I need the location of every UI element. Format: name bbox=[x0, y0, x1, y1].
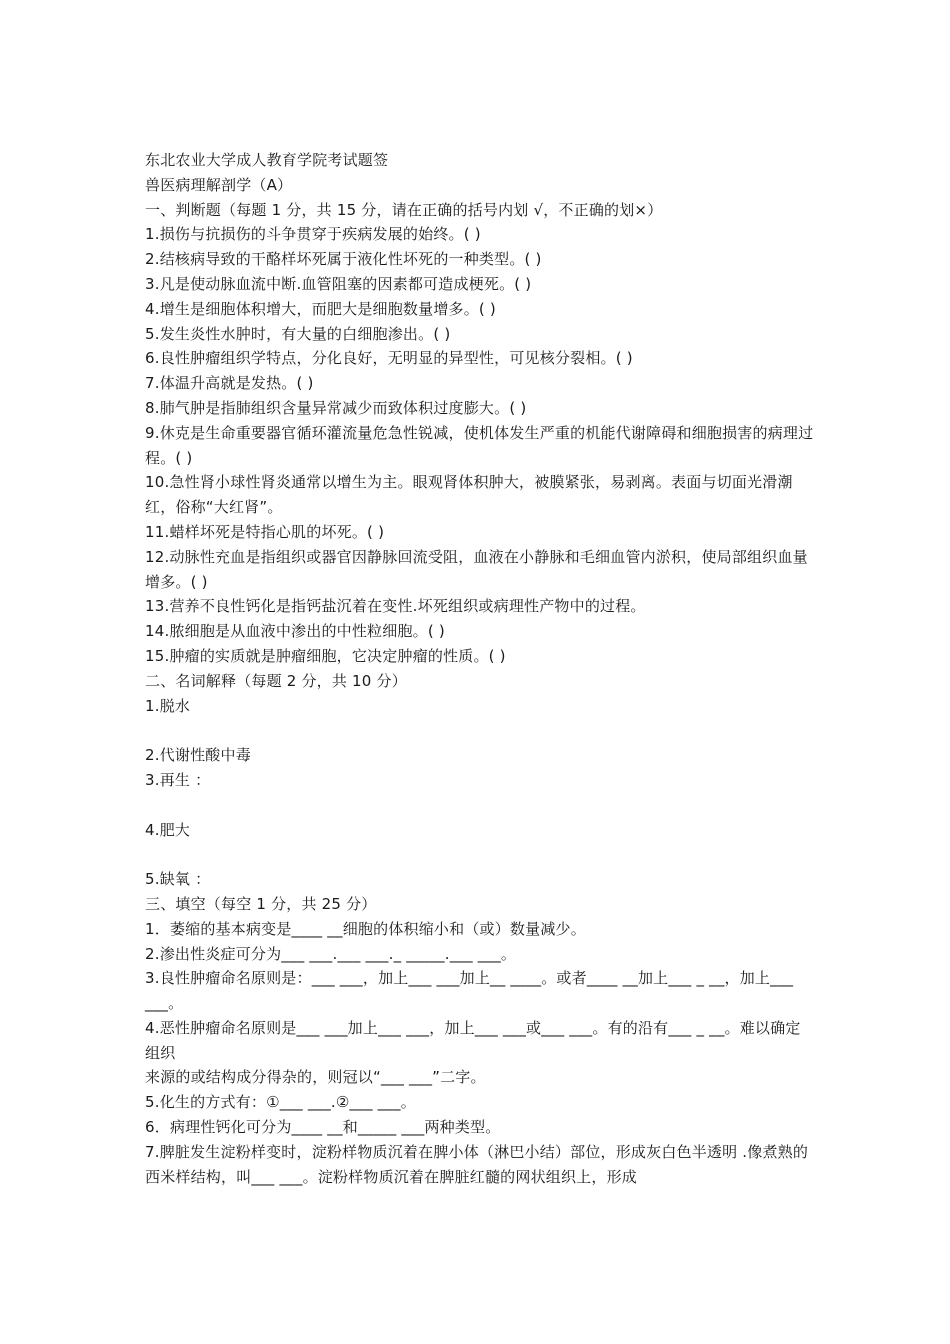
question-item: 11.蜡样坏死是特指心肌的坏死。( ) bbox=[145, 522, 385, 541]
question-item: 1.损伤与抗损伤的斗争贯穿于疾病发展的始终。( ) bbox=[145, 225, 481, 244]
fill-item: 6．病理性钙化可分为____ __和_____ ___两种类型。 bbox=[145, 1118, 501, 1137]
section1-title: 一、判断题（每题 1 分，共 15 分，请在正确的括号内划 √，不正确的划×） bbox=[145, 200, 663, 219]
question-item: 7.体温升高就是发热。( ) bbox=[145, 374, 314, 393]
fill-item: 4.恶性肿瘤命名原则是___ ___加上___ ___，加上___ ___或___ ___。有的沿有___ _ __。难以确定组织 bbox=[145, 1018, 801, 1062]
fill-item: 3.良性肿瘤命名原则是：___ ___，加上___ ___加上__ ____。或者____ __加上___ _ __，加上___ ___。 bbox=[145, 969, 794, 1013]
fill-item: 5.化生的方式有：①___ ___.②___ ___。 bbox=[145, 1093, 416, 1112]
institution-title: 东北农业大学成人教育学院考试题签 bbox=[145, 151, 389, 169]
question-item: 13.营养不良性钙化是指钙盐沉着在变性.坏死组织或病理性产物中的过程。 bbox=[145, 597, 646, 616]
answer-space bbox=[145, 842, 815, 867]
question-item: 3.凡是使动脉血流中断.血管阻塞的因素都可造成梗死。( ) bbox=[145, 274, 532, 293]
question-item: 14.脓细胞是从血液中渗出的中性粒细胞。( ) bbox=[145, 622, 445, 641]
course-title: 兽医病理解剖学（A） bbox=[145, 175, 293, 194]
term-item: 5.缺氧 ： bbox=[145, 870, 211, 889]
question-item: 9.休克是生命重要器官循环灌流量危急性锐减，使机体发生严重的机能代谢障碍和细胞损害的病理过程。( ) bbox=[145, 423, 814, 467]
exam-document bbox=[145, 148, 815, 1189]
question-item: 4.增生是细胞体积增大，而肥大是细胞数量增多。( ) bbox=[145, 299, 496, 318]
term-item: 1.脱水 bbox=[145, 696, 191, 715]
term-item: 3.再生 ： bbox=[145, 770, 211, 789]
question-item: 8.肺气肿是指肺组织含量异常减少而致体积过度膨大。( ) bbox=[145, 398, 527, 417]
answer-space bbox=[145, 718, 815, 743]
section2-title: 二、名词解释（每题 2 分，共 10 分） bbox=[145, 671, 407, 690]
answer-space bbox=[145, 793, 815, 818]
section3-title: 三、填空（每空 1 分，共 25 分） bbox=[145, 894, 377, 913]
question-item: 15.肿瘤的实质就是肿瘤细胞，它决定肿瘤的性质。( ) bbox=[145, 646, 506, 665]
question-item: 6.良性肿瘤组织学特点，分化良好，无明显的异型性，可见核分裂相。( ) bbox=[145, 349, 633, 368]
question-item: 12.动脉性充血是指组织或器官因静脉回流受阻，血液在小静脉和毛细血管内淤积，使局部组织血量增多。( ) bbox=[145, 547, 808, 591]
fill-item: 2.渗出性炎症可分为___ ___.___ ___._ _____.___ ___。 bbox=[145, 944, 517, 963]
question-item: 5.发生炎性水肿时，有大量的白细胞渗出。( ) bbox=[145, 324, 451, 343]
question-item: 2.结核病导致的干酪样坏死属于液化性坏死的一种类型。( ) bbox=[145, 250, 542, 269]
fill-item: 来源的或结构成分得杂的，则冠以“___ ___”二字。 bbox=[145, 1068, 486, 1087]
question-item: 10.急性肾小球性肾炎通常以增生为主。眼观肾体积肿大，被膜紧张，易剥离。表面与切面光滑潮红，俗称“大红肾”。 bbox=[145, 473, 793, 517]
term-item: 2.代谢性酸中毒 bbox=[145, 746, 251, 765]
fill-item: 7.脾脏发生淀粉样变时，淀粉样物质沉着在脾小体（淋巴小结）部位，形成灰白色半透明 .像煮熟的西米样结构，叫___ ___。淀粉样物质沉着在脾脏红髓的网状组织上，形成 bbox=[145, 1142, 809, 1186]
term-item: 4.肥大 bbox=[145, 820, 191, 839]
fill-item: 1．萎缩的基本病变是____ __细胞的体积缩小和（或）数量减少。 bbox=[145, 919, 586, 938]
